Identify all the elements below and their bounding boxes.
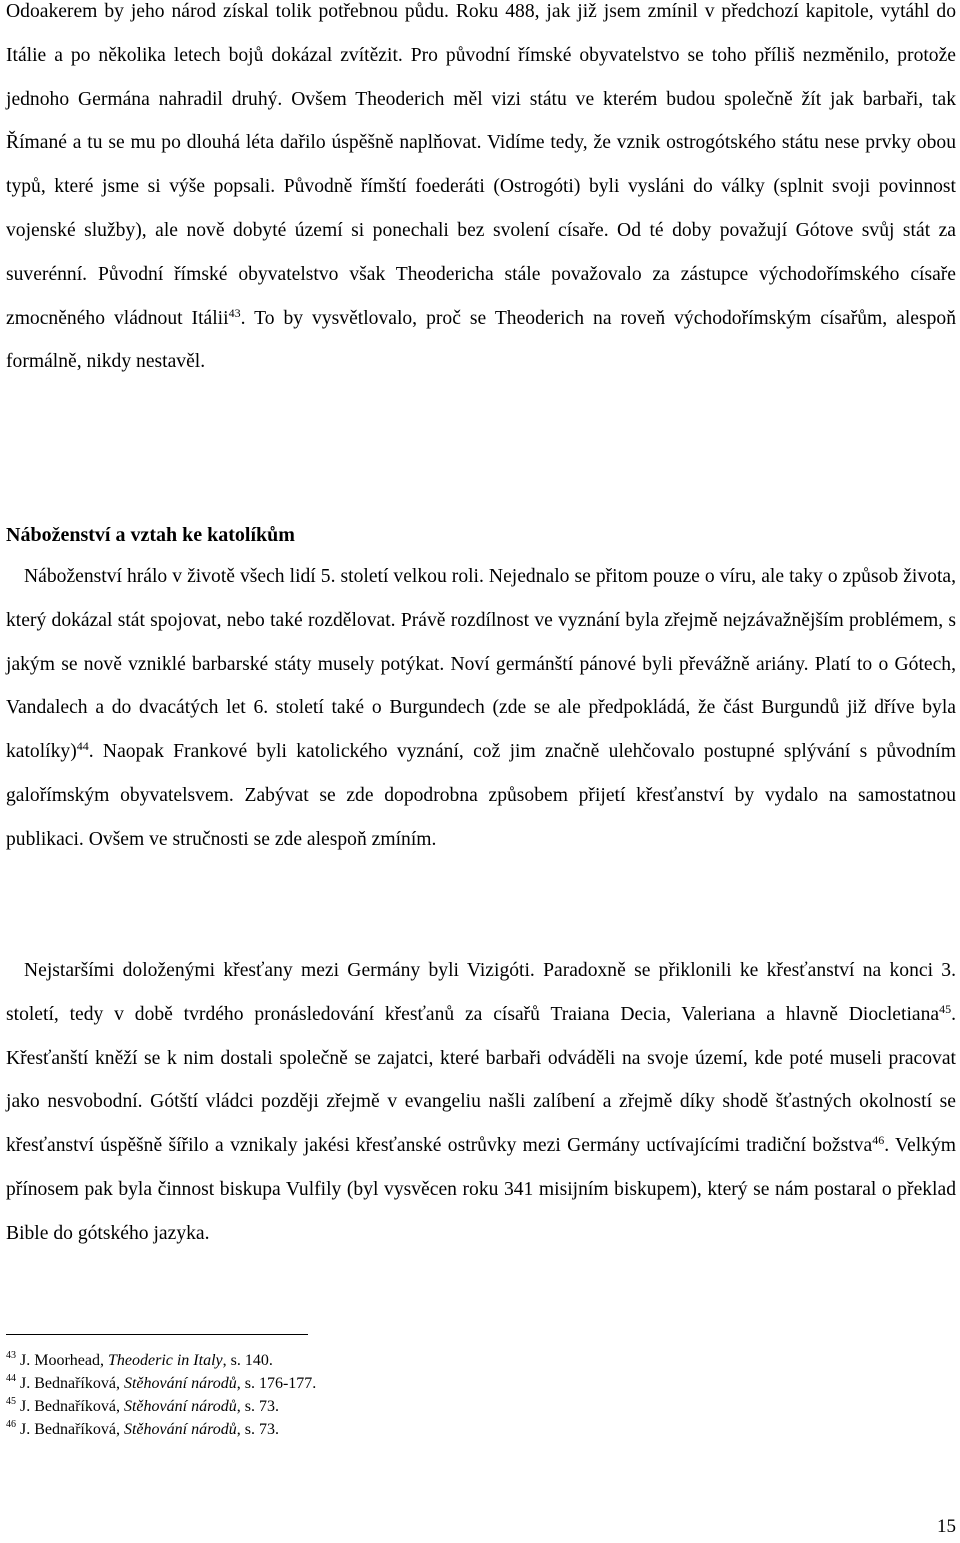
footnote-pages: , s. 140.	[222, 1352, 273, 1369]
footnote-ref[interactable]: 44	[76, 739, 89, 753]
paragraph-text: . Křesťanští kněží se k nim dostali společně se zajatci, které barbaři odváděli na svoje území, kde poté museli pracovat jako nesvobodní. Gótští vládci později zřejmě v evangeliu našli zalíbení a zřejmě díky shodě šťastných okolností se křesťanství úspěšně šířilo a vznikaly jakési křesťanské ostrůvky mezi Germány uctívajícími tradiční božstva	[6, 1003, 956, 1157]
paragraph-text: . To by vysvětlovalo, proč se Theoderich na roveň východořímským císařům, alespoň formálně, nikdy nestavěl.	[6, 307, 957, 373]
footnote-number: 44	[6, 1373, 16, 1384]
footnote-pages: , s. 73.	[236, 1398, 279, 1415]
footnote-title: Stěhování národů	[123, 1398, 237, 1415]
paragraph-text: . Velkým přínosem pak byla činnost biskupa Vulfily (byl vysvěcen roku 341 misijním biskupem), který se nám postaral o překlad Bible do gótského jazyka.	[6, 1135, 956, 1244]
footnote-pages: , s. 176-177.	[236, 1375, 317, 1392]
paragraph-text: Odoakerem by jeho národ získal tolik potřebnou půdu. Roku 488, jak již jsem zmínil v předchozí kapitole, vytáhl do Itálie a po několika letech bojů dokázal zvítězit. Pro původní římské obyvatelstvo se toho příliš nezměnilo, protože jednoho Germána nahradil druhý. Ovšem Theoderich měl vizi státu ve kterém budou společně žít jak barbaři, tak Římané a tu se mu po dlouhá léta dařilo úspěšně naplňovat. Vidíme tedy, že vznik ostrogótského státu nese prvky obou typů, které jsme si výše popsali. Původně římští foederáti (Ostrogóti) byli vysláni do války (splnit svoji povinnost vojenské služby), ale nově dobyté území si ponechali bez svolení císaře. Od té doby považují Gótove svůj stát za suverénní. Původní římské obyvatelstvo však Theodericha stále považovalo za zástupce východořímského císaře zmocněného vládnout Itálii	[6, 1, 956, 329]
footnote	[6, 1418, 316, 1441]
footnotes-list	[6, 1349, 316, 1441]
footnote-ref[interactable]: 46	[872, 1133, 885, 1147]
paragraph	[6, 949, 956, 1256]
footnote-pages: , s. 73.	[236, 1421, 279, 1438]
section-heading: Náboženství a vztah ke katolíkům	[6, 524, 295, 546]
paragraph	[6, 555, 956, 862]
footnote-ref[interactable]: 43	[228, 305, 241, 320]
footnote-author: J. Moorhead,	[20, 1352, 108, 1369]
footnote-title: Stěhování národů	[123, 1375, 237, 1392]
footnote	[6, 1395, 316, 1418]
footnote-number: 43	[6, 1350, 16, 1361]
page-number: 15	[937, 1516, 956, 1537]
footnote-number: 46	[6, 1419, 16, 1430]
footnote-title: Stěhování národů	[123, 1421, 237, 1438]
footnote-title: Theoderic in Italy	[107, 1352, 223, 1369]
footnote	[6, 1349, 316, 1372]
footnote-number: 45	[6, 1396, 16, 1407]
footnote-separator	[6, 1334, 308, 1335]
footnote	[6, 1372, 316, 1395]
footnote-author: J. Bednaříková,	[20, 1421, 124, 1438]
footnote-ref[interactable]: 45	[939, 1001, 952, 1016]
paragraph-text: Náboženství hrálo v životě všech lidí 5. století velkou roli. Nejednalo se přitom pouze o víru, ale taky o způsob života, který dokázal stát spojovat, nebo také rozdělovat. Právě rozdílnost ve vyznání byla zřejmě nejzávažnějším problémem, s jakým se nově vzniklé barbarské státy musely potýkat. Noví germánští pánové byli převážně ariány. Platí to o Gótech, Vandalech a do dvacátých let 6. století také o Burgundech (zde se ale předpokládá, že část Burgundů již dříve byla katolíky)	[6, 566, 956, 763]
paragraph-text: . Naopak Frankové byli katolického vyznání, což jim značně ulehčovalo postupné splývání s původním galořímským obyvatelsvem. Zabývat se zde dopodrobna způsobem přijetí křesťanství by vydalo na samostatnou publikaci. Ovšem ve stručnosti se zde alespoň zmíním.	[6, 741, 956, 850]
paragraph	[6, 0, 956, 384]
footnote-author: J. Bednaříková,	[20, 1398, 124, 1415]
paragraph-text: Nejstaršími doloženými křesťany mezi Germány byli Vizigóti. Paradoxně se přiklonili ke křesťanství na konci 3. století, tedy v době tvrdého pronásledování křesťanů za císařů Traiana Decia, Valeriana a hlavně Diocletiana	[6, 960, 956, 1025]
footnote-author: J. Bednaříková,	[20, 1375, 124, 1392]
